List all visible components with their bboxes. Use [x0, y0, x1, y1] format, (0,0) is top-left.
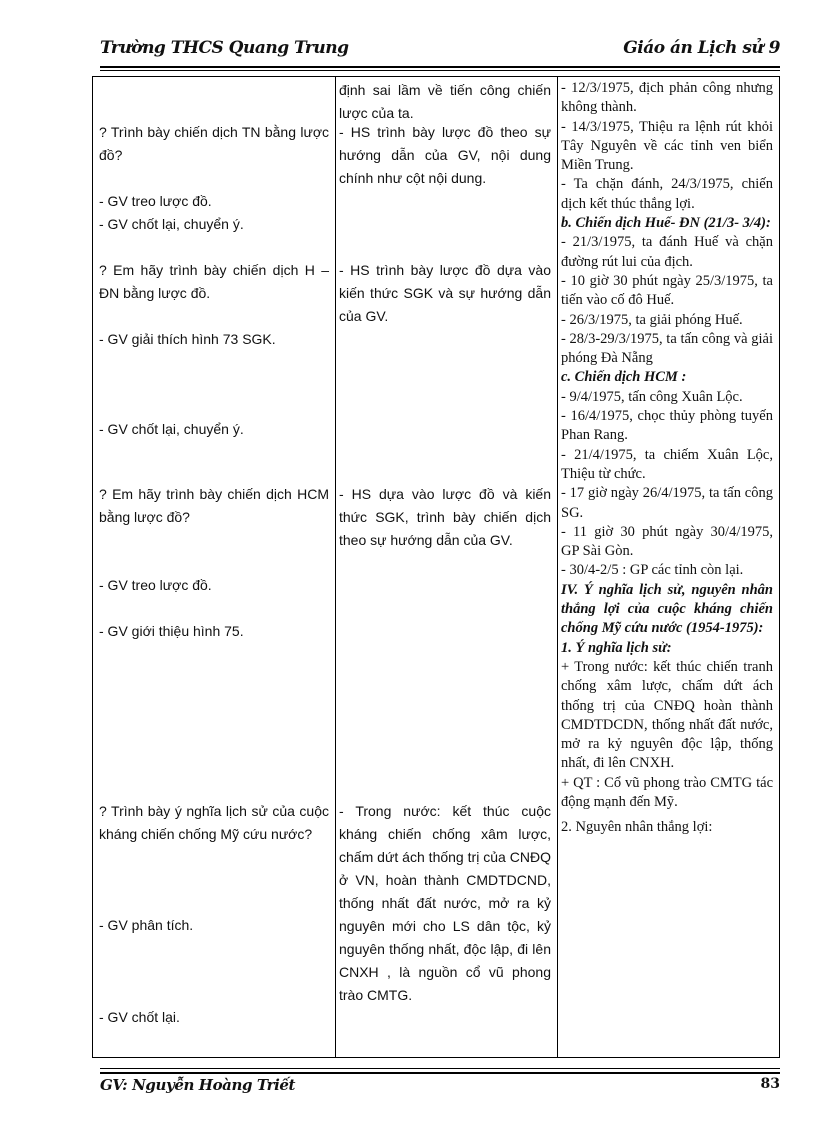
content-line-6: - 26/3/1975, ta giải phóng Huế.: [561, 311, 743, 328]
student-text-3: - HS trình bày lược đồ dựa vào kiến thức SGK và sự hướng dẫn của GV.: [339, 262, 551, 324]
question-significance: ? Trình bày ý nghĩa lịch sử của cuộc kháng chiến chống Mỹ cứu nước?: [99, 803, 329, 842]
student-text-4: - HS dựa vào lược đồ và kiến thức SGK, trình bày chiến dịch theo sự hướng dẫn của GV.: [339, 486, 551, 548]
section-heading-iv: IV. Ý nghĩa lịch sử, nguyên nhân thắng lợi của cuộc kháng chiến chống Mỹ cứu nước (1954-1975):: [561, 581, 773, 637]
student-activity-column: [335, 77, 558, 1057]
page-number: 83: [760, 1076, 780, 1092]
content-line-7: - 28/3-29/3/1975, ta tấn công và giải phóng Đà Nẵng: [561, 330, 773, 367]
school-name: Trường THCS Quang Trung: [100, 38, 349, 58]
footer-rule: [100, 1072, 780, 1074]
gv-note-8: - GV chốt lại.: [99, 1009, 180, 1025]
header-rule: [100, 66, 780, 68]
content-line-10: - 21/4/1975, ta chiếm Xuân Lộc, Thiệu từ chức.: [561, 446, 773, 482]
question-hue-dn: ? Em hãy trình bày chiến dịch H –ĐN bằng lược đồ.: [99, 262, 329, 301]
content-line-8: - 9/4/1975, tấn công Xuân Lộc.: [561, 388, 743, 405]
content-line-9: - 16/4/1975, chọc thủy phòng tuyến Phan Rang.: [561, 408, 773, 444]
content-line-13: - 30/4-2/5 : GP các tỉnh còn lại.: [561, 562, 744, 579]
content-line-14: + Trong nước: kết thúc chiến tranh chống xâm lược, chấm dứt ách thống trị của CNĐQ hoàn thành CMDTDCDN, thống nhất đất nước, mở ra kỷ nguyên độc lập, thống nhất, đi lên CNXH.: [561, 658, 773, 772]
footer-rule-thin: [100, 1068, 780, 1069]
gv-note-7: - GV phân tích.: [99, 917, 194, 933]
teacher-activity-column: [93, 77, 336, 1057]
section-heading-reasons: 2. Nguyên nhân thắng lợi:: [561, 819, 713, 836]
content-line-15: + QT : Cổ vũ phong trào CMTG tác động mạnh đến Mỹ.: [561, 774, 773, 810]
student-text-1: định sai lầm về tiến công chiến lược của ta.: [339, 82, 551, 121]
page-header: [100, 36, 780, 66]
section-heading-significance: 1. Ý nghĩa lịch sử:: [561, 639, 672, 656]
question-hcm: ? Em hãy trình bày chiến dịch HCM bằng lược đồ?: [99, 486, 329, 525]
section-heading-hcm: c. Chiến dịch HCM :: [561, 369, 687, 386]
gv-note-1: - GV treo lược đồ.: [99, 193, 212, 209]
section-heading-hue-dn: b. Chiến dịch Huế- ĐN (21/3- 3/4):: [561, 215, 771, 232]
content-column: [557, 77, 779, 1057]
content-line-2: - 14/3/1975, Thiệu ra lệnh rút khỏi Tây Nguyên về các tỉnh ven biển Miền Trung.: [561, 118, 773, 174]
gv-note-3: - GV giải thích hình 73 SGK.: [99, 331, 276, 347]
gv-note-2: - GV chốt lại, chuyển ý.: [99, 216, 244, 232]
content-line-11: - 17 giờ ngày 26/4/1975, ta tấn công SG.: [561, 485, 773, 521]
subject-title: Giáo án Lịch sử 9: [623, 38, 780, 58]
gv-note-5: - GV treo lược đồ.: [99, 577, 212, 593]
content-line-5: - 10 giờ 30 phút ngày 25/3/1975, ta tiến vào cố đô Huế.: [561, 272, 773, 309]
header-rule-thin: [100, 70, 780, 71]
student-text-2: - HS trình bày lược đồ theo sự hướng dẫn của GV, nội dung chính như cột nội dung.: [339, 124, 551, 186]
content-line-12: - 11 giờ 30 phút ngày 30/4/1975, GP Sài Gòn.: [561, 523, 773, 560]
lesson-table: [92, 76, 780, 1058]
student-text-5: - Trong nước: kết thúc cuộc kháng chiến chống xâm lược, chấm dứt ách thống trị của CNĐQ ở VN, hoàn thành CMDTDCND, thống nhất đất nước, mở ra kỷ nguyên mới cho LS dân tộc, kỷ nguyên thống nhất, độc lập, đi lên CNXH , là nguồn cổ vũ phong trào CMTG.: [339, 803, 551, 1003]
gv-note-6: - GV giới thiệu hình 75.: [99, 623, 244, 639]
page-footer: [100, 1068, 780, 1098]
gv-note-4: - GV chốt lại, chuyển ý.: [99, 421, 244, 437]
content-line-4: - 21/3/1975, ta đánh Huế và chặn đường rút lui của địch.: [561, 234, 773, 270]
content-line-1: - 12/3/1975, địch phản công nhưng không thành.: [561, 80, 773, 116]
question-tn: ? Trình bày chiến dịch TN bằng lược đồ?: [99, 124, 329, 163]
content-line-3: - Ta chặn đánh, 24/3/1975, chiến dịch kết thúc thắng lợi.: [561, 176, 773, 212]
teacher-name: GV: Nguyễn Hoàng Triết: [100, 1076, 296, 1094]
